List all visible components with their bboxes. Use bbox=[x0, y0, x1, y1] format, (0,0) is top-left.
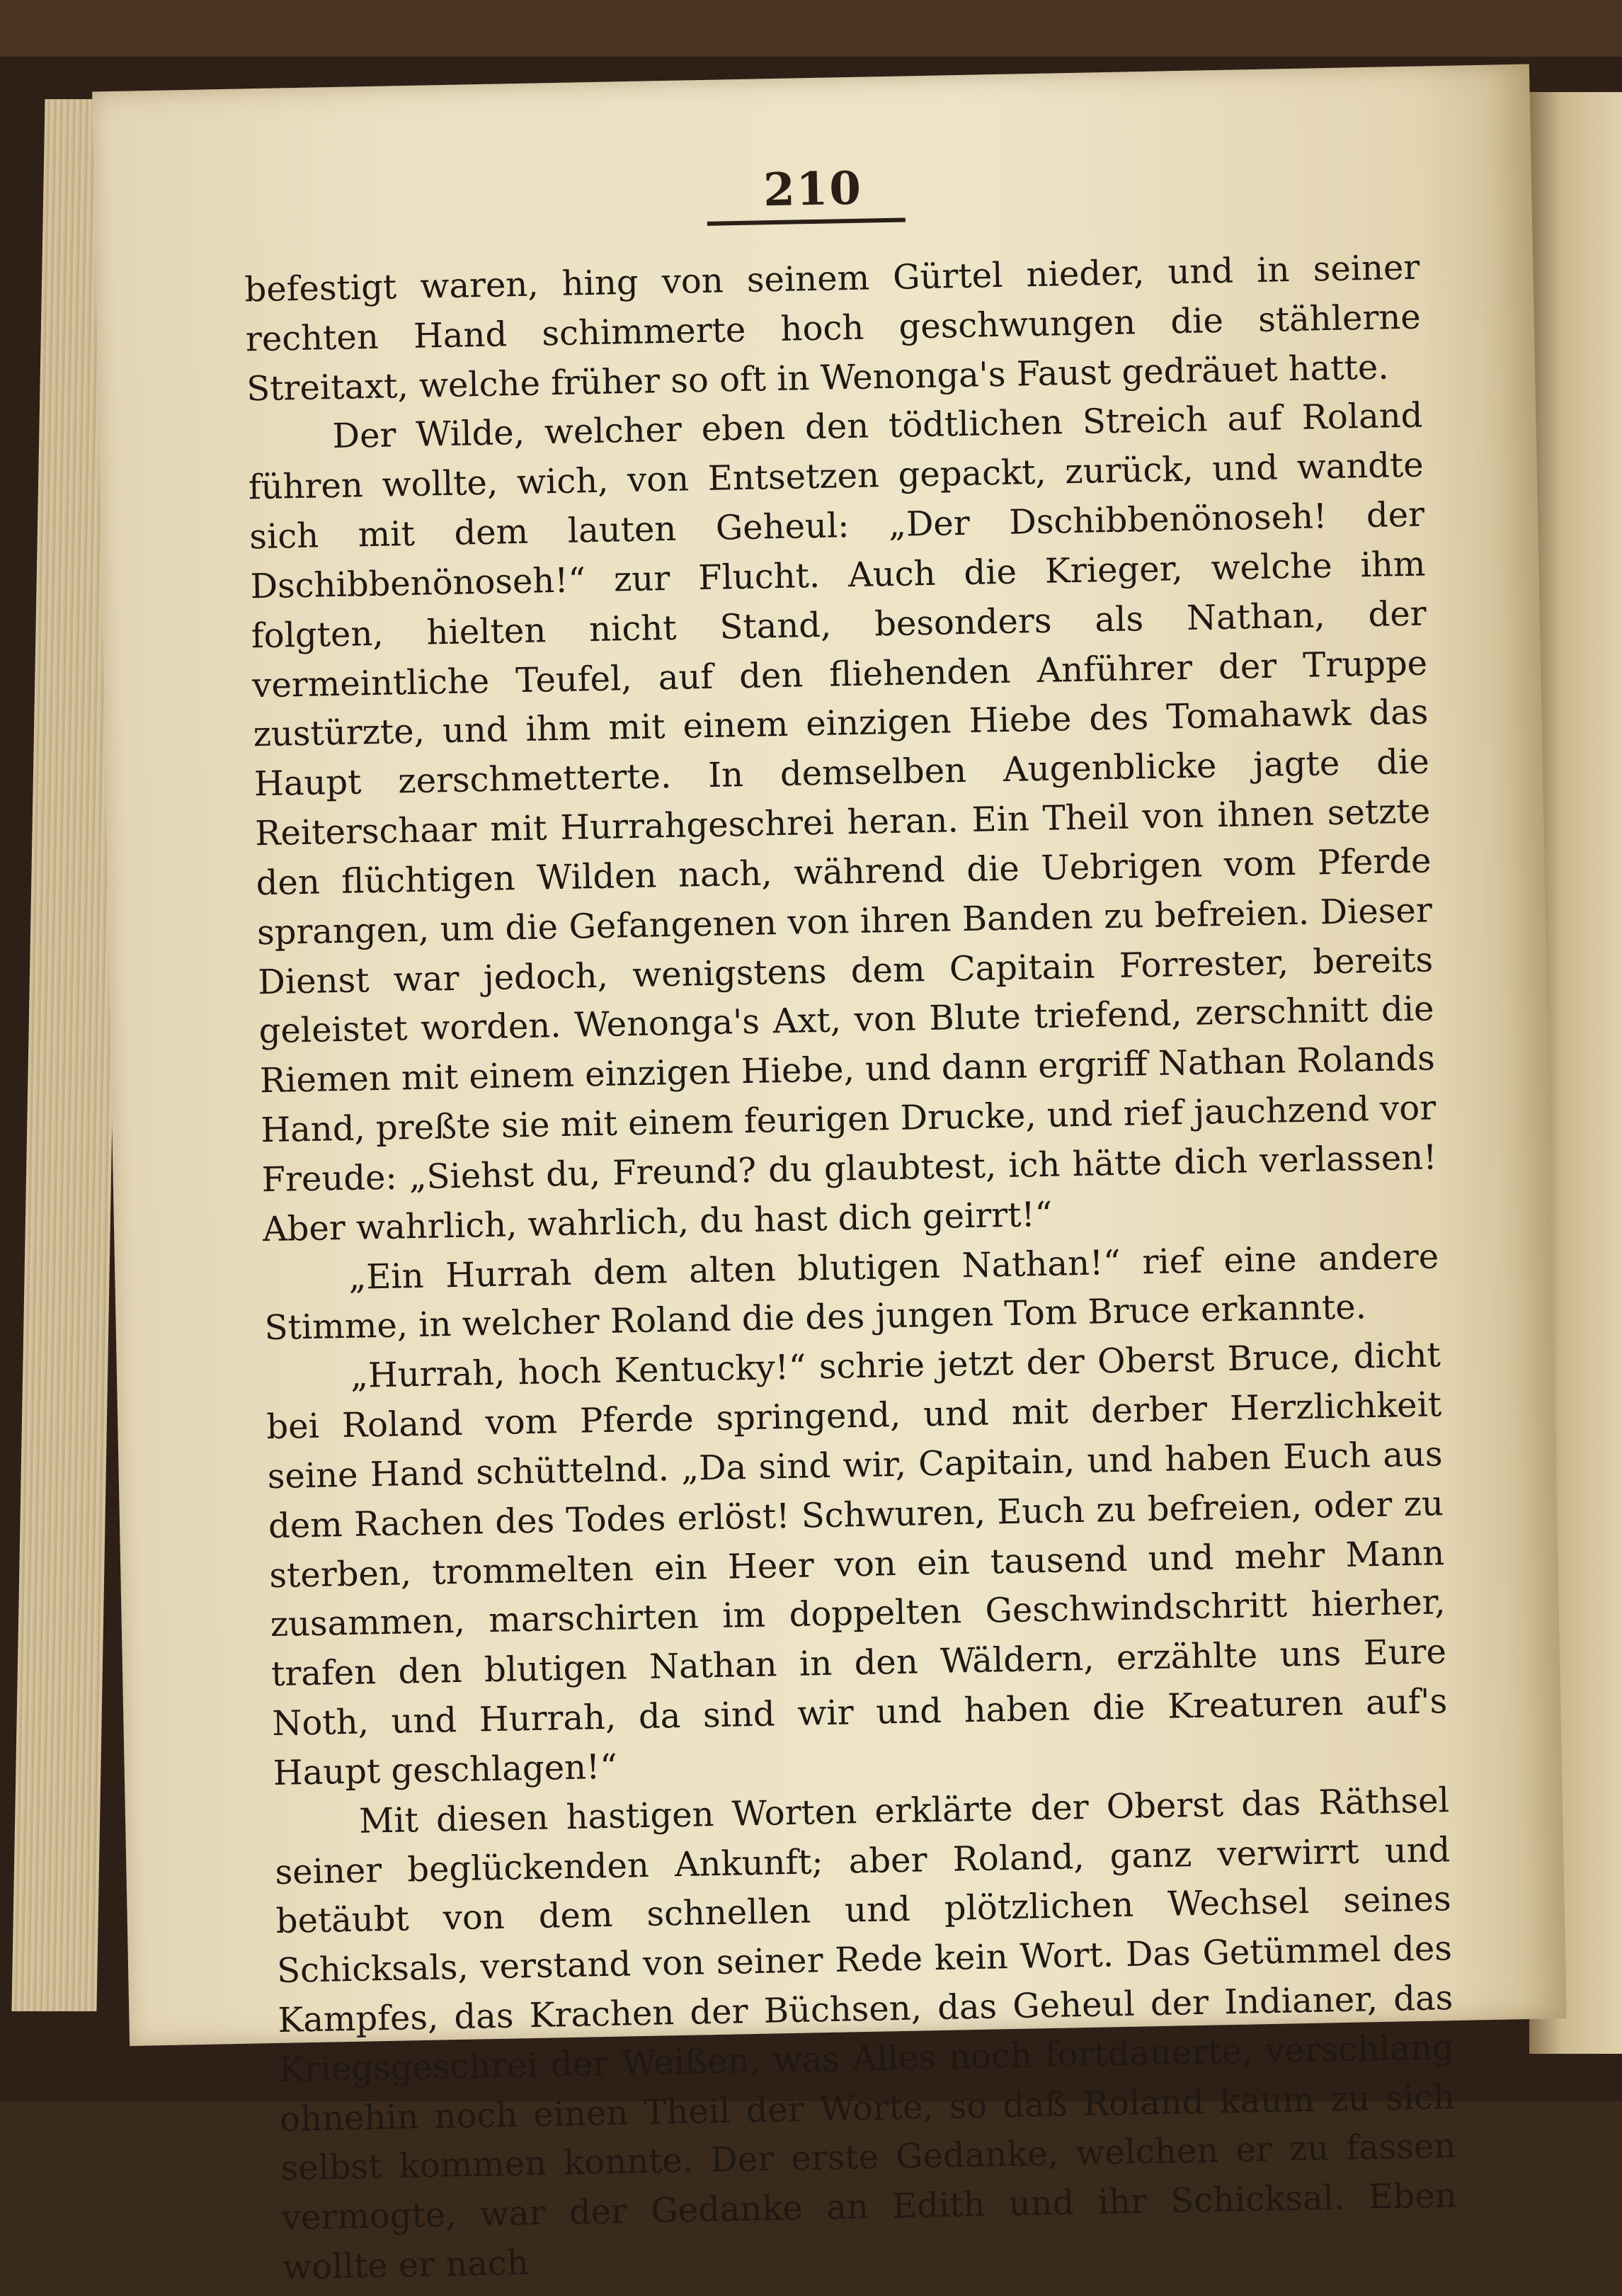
paragraph-3: „Ein Hurrah dem alten blutigen Nathan!“ rief eine andere Stimme, in welcher Roland die des jungen Tom Bruce erkannte. bbox=[264, 1236, 1439, 1348]
paragraph-5: Mit diesen hastigen Worten erklärte der Oberst das Räthsel seiner beglückenden Ankunft; aber Roland, ganz verwirrt und betäubt von dem schnellen und plötzlichen Wechsel seines Schicksals, verstand von seiner Rede kein Wort. Das Getümmel des Kampfes, das Krachen der Büchsen, das Geheul der Indianer, das Kriegsgeschrei der Weißen, was Alles noch fortdauerte, verschlang ohnehin noch einen Theil der Worte, so daß Roland kaum zu sich selbst kommen konnte. Der erste Gedanke, welchen er zu fassen vermogte, war der Gedanke an Edith und ihr Schicksal. Eben wollte er nach bbox=[274, 1780, 1458, 2288]
book-page bbox=[92, 64, 1567, 2288]
page-number-rule bbox=[707, 217, 906, 225]
page-number: 210 bbox=[763, 161, 863, 217]
paragraph-4: „Hurrah, hoch Kentucky!“ schrie jetzt der Oberst Bruce, dicht bei Roland vom Pferde springend, und mit derber Herzlichkeit seine Hand schüttelnd. „Da sind wir, Capitain, und haben Euch aus dem Rachen des Todes erlöst! Schwuren, Euch zu befreien, oder zu sterben, trommelten ein Heer von ein tausend und mehr Mann zusammen, marschirten im doppelten Geschwindschritt hierher, trafen den blutigen Nathan in den Wäldern, erzählte uns Eure Noth, und Hurrah, da sind wir und haben die Kreaturen auf's Haupt geschlagen!“ bbox=[265, 1335, 1448, 1793]
paragraph-1: befestigt waren, hing von seinem Gürtel nieder, und in seiner rechten Hand schimmerte hoch geschwungen die stählerne Streitaxt, welche früher so oft in Wenonga's Faust gedräuet hatte. bbox=[244, 247, 1422, 409]
paragraph-2: Der Wilde, welcher eben den tödtlichen Streich auf Roland führen wollte, wich, von Entsetzen gepackt, zurück, und wandte sich mit dem lauten Geheul: „Der Dschibbenönoseh! der Dschibbenönoseh!“ zur Flucht. Auch die Krieger, welche ihm folgten, hielten nicht Stand, besonders als Nathan, der vermeintliche Teufel, auf den fliehenden Anführer der Truppe zustürzte, und ihm mit einem einzigen Hiebe des Tomahawk das Haupt zerschmetterte. In demselben Augenblicke jagte die Reiterschaar mit Hurrahgeschrei heran. Ein Theil von ihnen setzte den flüchtigen Wilden nach, während die Uebrigen vom Pferde sprangen, um die Gefangenen von ihren Banden zu befreien. Dieser Dienst war jedoch, wenigstens dem Capitain Forrester, bereits geleistet worden. Wenonga's Axt, von Blute triefend, zerschnitt die Riemen mit einem einzigen Hiebe, und dann ergriff Nathan Rolands Hand, preßte sie mit einem feurigen Drucke, und rief jauchzend vor Freude: „Siehst du, Freund? du glaubtest, ich hätte dich verlassen! Aber wahrlich, wahrlich, du hast dich geirrt!“ bbox=[248, 395, 1437, 1249]
page-text bbox=[244, 244, 1458, 2293]
